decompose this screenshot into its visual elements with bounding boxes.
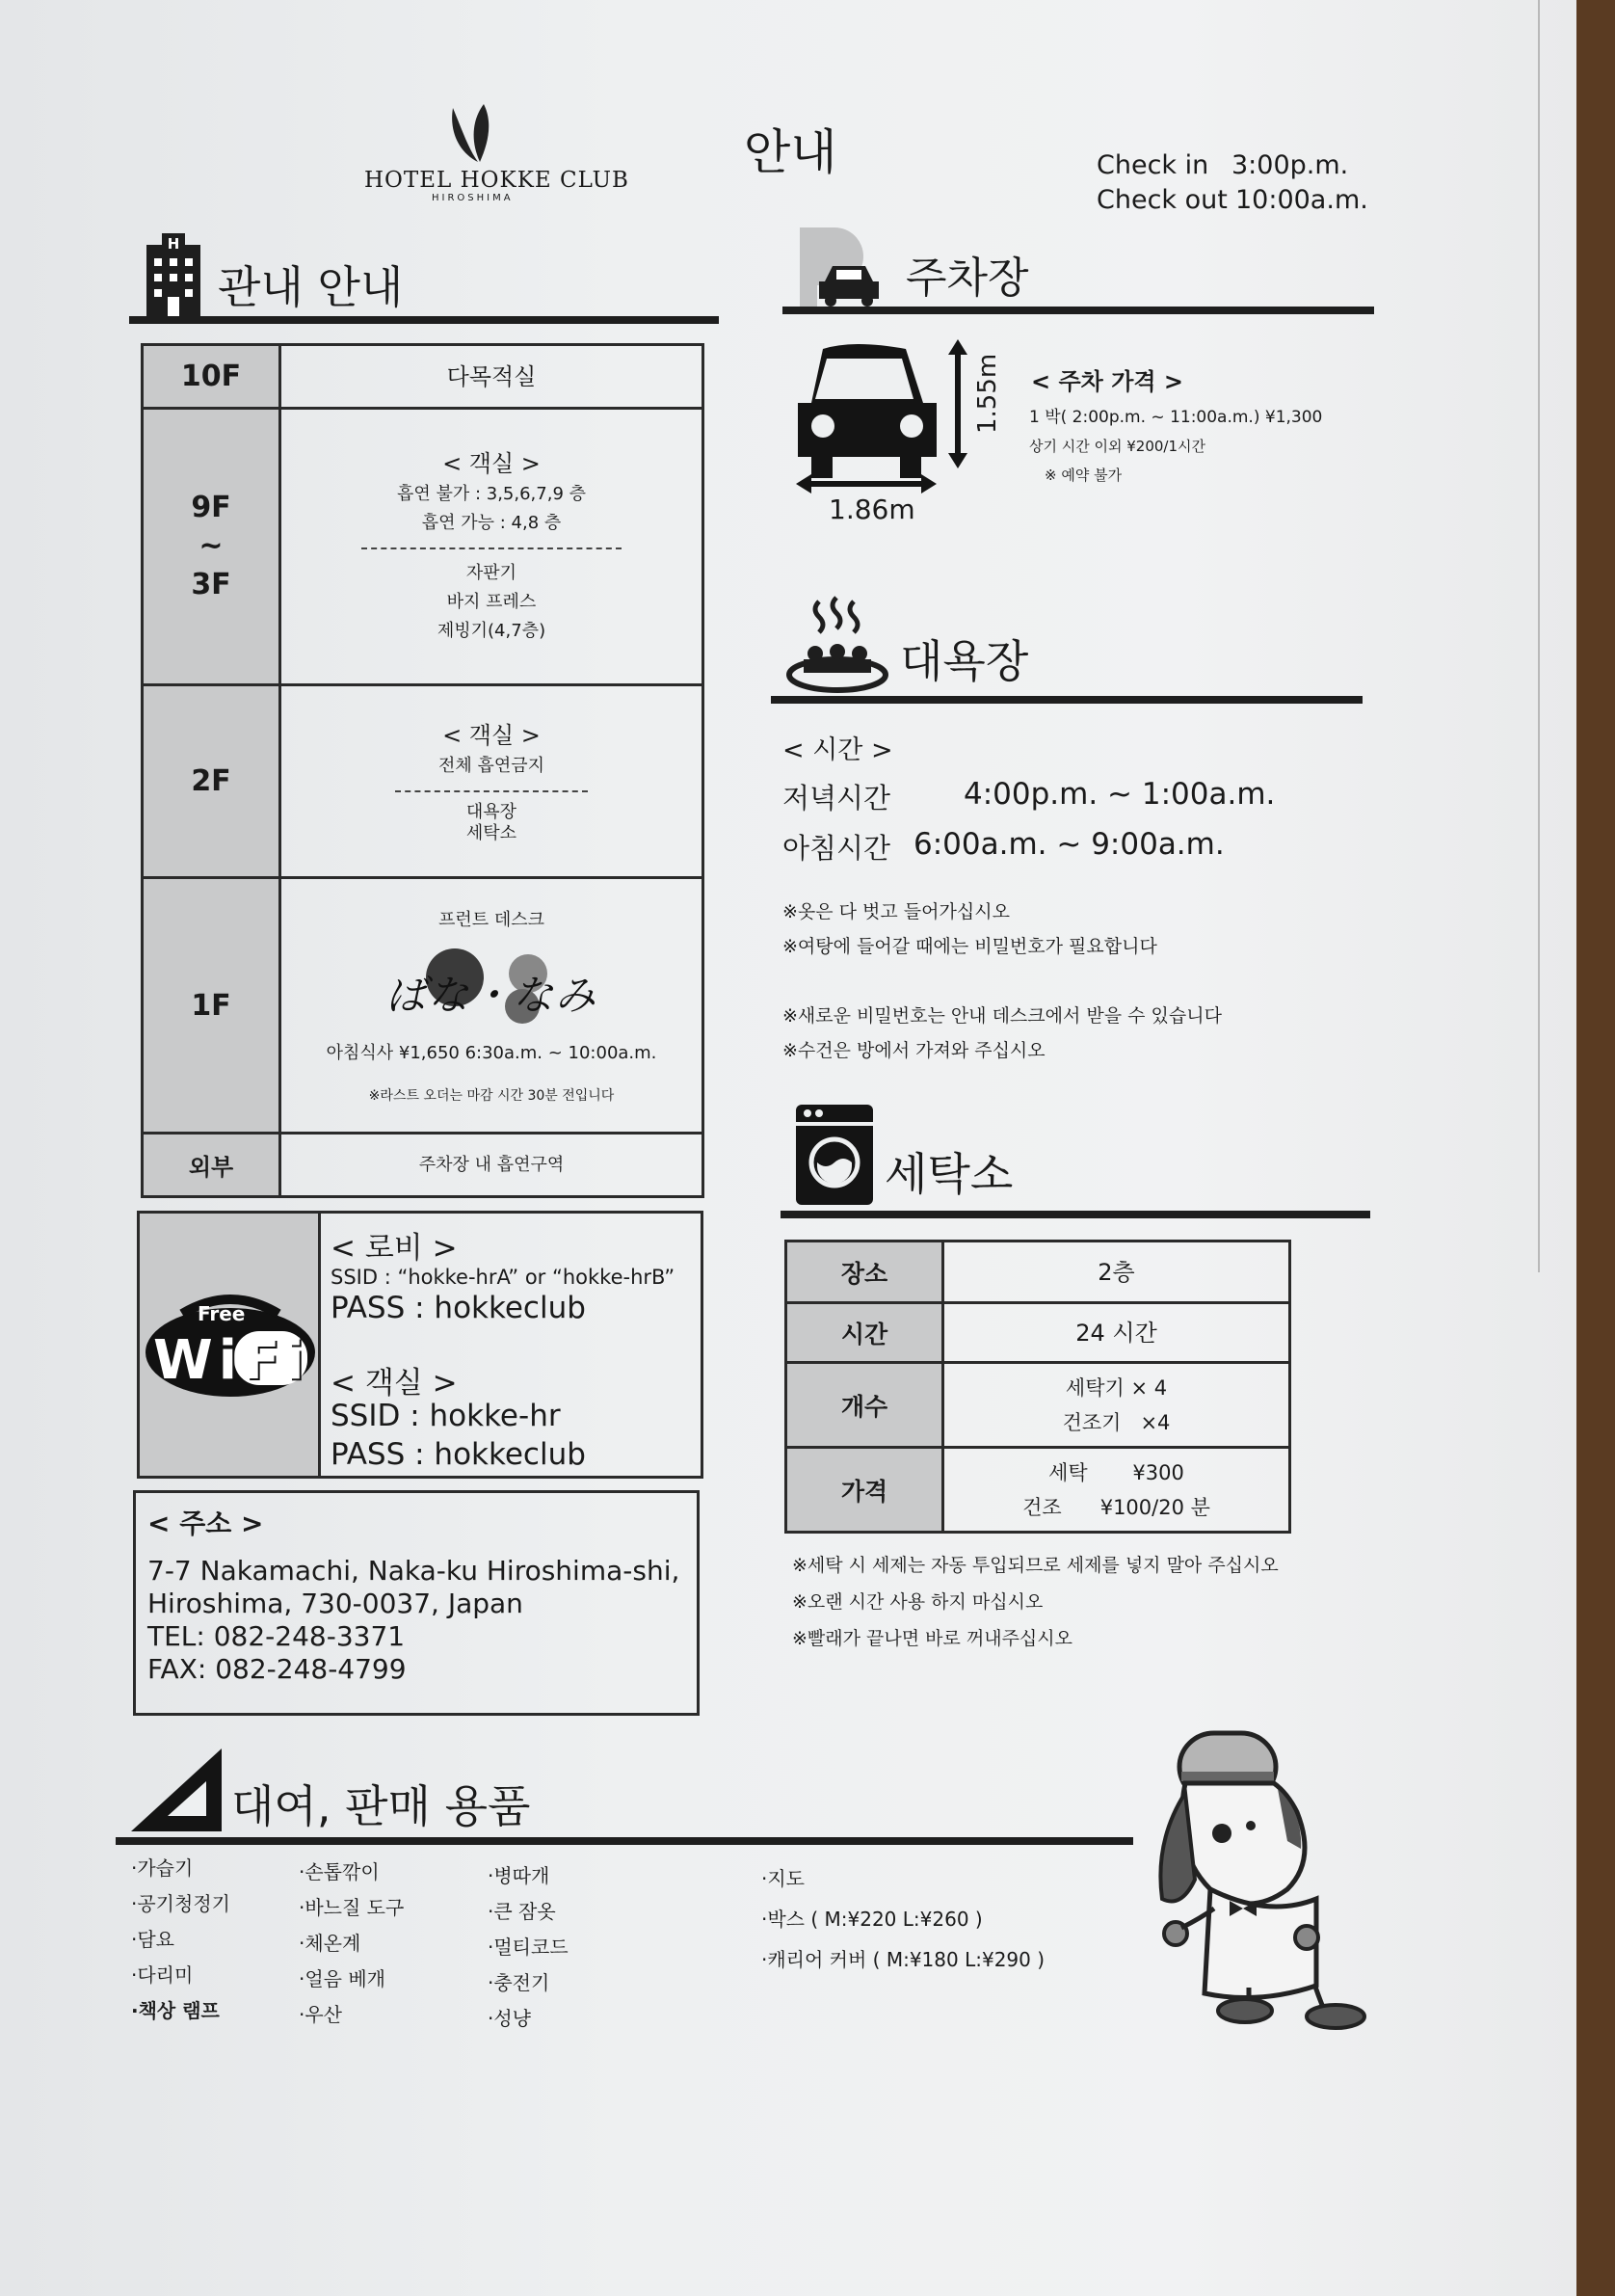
floor-row-1f <box>143 878 703 1134</box>
last-order-note: ※라스트 오더는 마감 시간 30분 전입니다 <box>368 1088 615 1104</box>
parking-icon <box>796 224 888 310</box>
laundry-row-price <box>786 1448 1290 1533</box>
laundry-label: 장소 <box>786 1241 943 1303</box>
car-height: 1.55m <box>973 353 1002 434</box>
floor-label: 2F <box>143 685 280 878</box>
laundry-rule <box>781 1211 1370 1218</box>
rental-list-col2 <box>299 1855 404 2033</box>
nonsmoking-floors: 흡연 불가 : 3,5,6,7,9 층 <box>396 484 587 504</box>
rental-item: ·공기청정기 <box>131 1892 230 1915</box>
checkout-label: Check out <box>1097 185 1228 215</box>
hotel-sub: HIROSHIMA <box>432 193 514 203</box>
svg-text:H: H <box>167 235 180 253</box>
floor-row-outside <box>143 1134 703 1197</box>
front-desk: 프런트 데스크 <box>437 910 545 930</box>
address-fax: FAX: 082-248-4799 <box>147 1653 407 1685</box>
facility-item: 바지 프레스 <box>446 592 537 612</box>
bath-note: ※새로운 비밀번호는 안내 데스크에서 받을 수 있습니다 <box>782 1005 1222 1027</box>
rental-item: ·다리미 <box>131 1963 194 1987</box>
washing-machine-icon <box>794 1103 875 1207</box>
laundry-label: 개수 <box>786 1363 943 1448</box>
parking-price-head: < 주차 가격 > <box>1031 368 1184 395</box>
room-rule: 전체 흡연금지 <box>437 755 545 776</box>
floor-row-9f-3f <box>143 409 703 685</box>
breakfast-info: 아침식사 ¥1,650 6:30a.m. ~ 10:00a.m. <box>326 1043 657 1063</box>
dry-price: 건조 ¥100/20 분 <box>1022 1495 1210 1519</box>
car-front-icon <box>796 339 973 494</box>
laundry-value: 24 시간 <box>943 1303 1290 1363</box>
wifi-room-pass: PASS : hokkeclub <box>331 1437 586 1472</box>
rental-list-col1 <box>131 1851 230 2029</box>
address-line: Hiroshima, 730-0037, Japan <box>147 1588 523 1619</box>
divider <box>395 790 588 792</box>
parking-rule <box>782 307 1374 314</box>
address-line: 7-7 Nakamachi, Naka-ku Hiroshima-shi, <box>147 1555 680 1587</box>
floor-label-bot: 3F <box>191 568 231 601</box>
floor-table <box>141 343 704 1198</box>
rental-item: ·큰 잠옷 <box>488 1900 556 1923</box>
rental-heading: 대여, 판매 용품 <box>231 1780 531 1832</box>
parking-price: 상기 시간 이외 ¥200/1시간 <box>1029 438 1205 455</box>
laundry-note: ※오랜 시간 사용 하지 마십시오 <box>792 1591 1044 1613</box>
rental-item: ·우산 <box>299 2003 342 2026</box>
laundry-row-time <box>786 1303 1290 1363</box>
parking-note: ※ 예약 불가 <box>1045 467 1123 484</box>
rental-item: ·손톱깎이 <box>299 1860 380 1883</box>
rental-item: ·캐리어 커버 ( M:¥180 L:¥290 ) <box>761 1948 1046 1971</box>
rental-item: ·담요 <box>131 1928 174 1951</box>
rental-item: ·가습기 <box>131 1856 194 1880</box>
restaurant-logo <box>281 939 702 1035</box>
rental-list-col3 <box>488 1858 569 2037</box>
rental-item: ·얼음 베개 <box>299 1967 385 1990</box>
rental-rule <box>116 1837 1133 1845</box>
floor-label: 외부 <box>143 1134 280 1197</box>
facility-item: 세탁소 <box>465 822 517 843</box>
rental-item: ·체온계 <box>299 1932 361 1955</box>
floor-label-mid: ~ <box>199 529 224 563</box>
bath-morning-time: 6:00a.m. ~ 9:00a.m. <box>913 827 1225 862</box>
bath-heading: 대욕장 <box>900 635 1029 687</box>
wifi-lobby-head: < 로비 > <box>331 1231 458 1266</box>
bath-rule <box>771 696 1363 704</box>
wifi-lobby-ssid: SSID : “hokke-hrA” or “hokke-hrB” <box>331 1266 675 1289</box>
wifi-room-head: < 객실 > <box>331 1366 458 1401</box>
laundry-note: ※빨래가 끝나면 바로 꺼내주십시오 <box>792 1628 1072 1649</box>
building-icon <box>143 233 204 316</box>
laundry-value <box>943 1448 1290 1533</box>
floor-label: 10F <box>143 345 280 409</box>
floor-label <box>143 409 280 685</box>
floor-label: 1F <box>143 878 280 1134</box>
dog-mascot-icon <box>1152 1725 1374 2036</box>
rental-list-col4 <box>761 1858 1045 1980</box>
facility-item: 자판기 <box>465 563 517 583</box>
parking-price: 1 박( 2:00p.m. ~ 11:00a.m.) ¥1,300 <box>1029 408 1323 427</box>
floor-desc <box>280 409 703 685</box>
facility-item: 대욕장 <box>465 801 517 822</box>
wifi-free-text: Free <box>198 1302 246 1325</box>
checkin-label: Check in <box>1097 150 1209 180</box>
bath-morning-label: 아침시간 <box>782 832 891 865</box>
floor-guide-rule <box>129 316 719 324</box>
laundry-value <box>943 1363 1290 1448</box>
floor-desc: 다목적실 <box>280 345 703 409</box>
facility-item: 제빙기(4,7층) <box>437 621 546 641</box>
floor-guide-heading: 관내 안내 <box>218 261 404 313</box>
wifi-logo-text: WiFi <box>153 1329 310 1392</box>
hotel-logo-icon <box>445 102 503 166</box>
floor-row-2f <box>143 685 703 878</box>
wifi-box <box>137 1211 703 1479</box>
address-tel: TEL: 082-248-3371 <box>147 1620 406 1652</box>
ruler-triangle-icon <box>129 1745 225 1833</box>
laundry-label: 가격 <box>786 1448 943 1533</box>
floor-desc: 주차장 내 흡연구역 <box>280 1134 703 1197</box>
parking-heading: 주차장 <box>906 254 1029 303</box>
bath-note: ※여탕에 들어갈 때에는 비밀번호가 필요합니다 <box>782 936 1157 957</box>
wifi-lobby-pass: PASS : hokkeclub <box>331 1291 586 1325</box>
laundry-row-place <box>786 1241 1290 1303</box>
bath-time-head: < 시간 > <box>782 735 893 765</box>
rental-item: ·병따개 <box>488 1864 550 1887</box>
checkout-time: 10:00a.m. <box>1235 185 1368 215</box>
laundry-value: 2층 <box>943 1241 1290 1303</box>
address-box <box>133 1490 700 1716</box>
bath-evening-time: 4:00p.m. ~ 1:00a.m. <box>964 777 1276 812</box>
rental-item: ·지도 <box>761 1867 805 1890</box>
page-title: 안내 <box>744 124 837 180</box>
rental-item: ·멀티코드 <box>488 1936 569 1959</box>
rental-item: ·박스 ( M:¥220 L:¥260 ) <box>761 1908 983 1931</box>
hot-spring-icon <box>786 596 888 696</box>
rental-item: ·책상 램프 <box>131 1999 220 2022</box>
paper-edge <box>1538 0 1540 1272</box>
car-width: 1.86m <box>829 494 915 525</box>
laundry-table <box>784 1240 1291 1534</box>
rental-item: ·바느질 도구 <box>299 1896 405 1919</box>
floor-desc <box>280 878 703 1134</box>
laundry-note: ※세탁 시 세제는 자동 투입되므로 세제를 넣지 말아 주십시오 <box>792 1555 1279 1576</box>
floor-label-top: 9F <box>191 491 231 524</box>
address-head: < 주소 > <box>147 1508 264 1539</box>
bath-evening-label: 저녁시간 <box>782 782 891 814</box>
restaurant-logo-text: ばな・なみ <box>384 972 597 1019</box>
smoking-floors: 흡연 가능 : 4,8 층 <box>421 513 562 533</box>
wifi-room-ssid: SSID : hokke-hr <box>331 1399 561 1433</box>
checkin-time: 3:00p.m. <box>1231 150 1349 180</box>
laundry-row-count <box>786 1363 1290 1448</box>
room-subhead: < 객실 > <box>442 721 541 749</box>
laundry-label: 시간 <box>786 1303 943 1363</box>
rental-item: ·충전기 <box>488 1971 550 1994</box>
bath-note: ※옷은 다 벗고 들어가십시오 <box>782 901 1010 922</box>
floor-desc <box>280 685 703 878</box>
rental-item: ·성냥 <box>488 2007 531 2030</box>
dryer-count: 건조기 ×4 <box>1062 1410 1171 1434</box>
wash-price: 세탁 ¥300 <box>1048 1460 1184 1484</box>
washer-count: 세탁기 × 4 <box>1065 1375 1168 1400</box>
floor-row-10f <box>143 345 703 409</box>
divider <box>361 547 622 549</box>
room-subhead: < 객실 > <box>442 450 541 477</box>
bath-note: ※수건은 방에서 가져와 주십시오 <box>782 1040 1046 1061</box>
laundry-heading: 세탁소 <box>885 1148 1014 1200</box>
hotel-name: HOTEL HOKKE CLUB <box>364 168 629 193</box>
